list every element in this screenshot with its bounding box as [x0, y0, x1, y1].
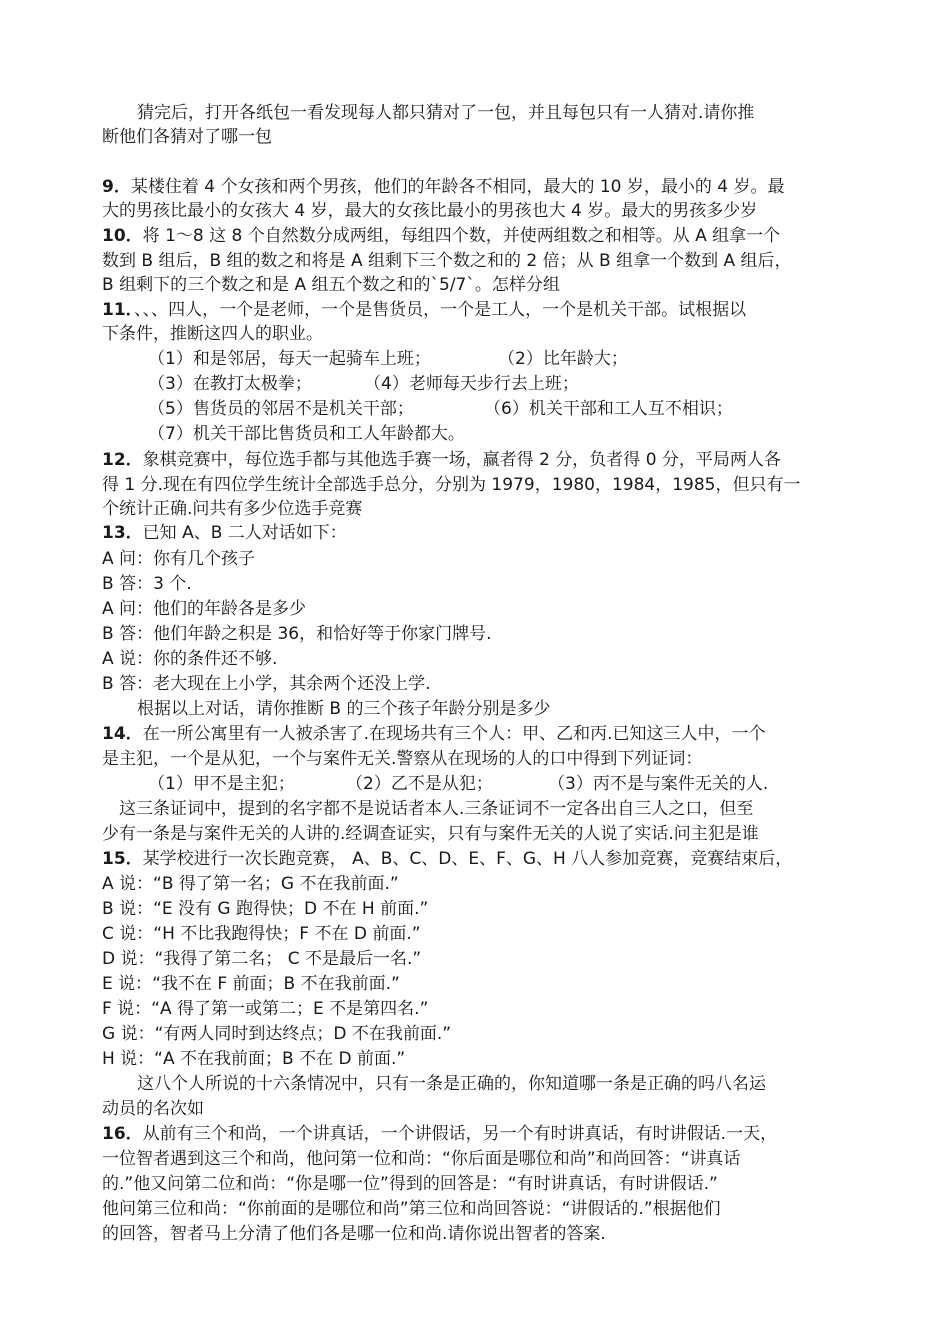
dialogue-line: B 答：老大现在上小学，其余两个还没上学.: [102, 674, 431, 694]
dialogue-line: B 答：他们年龄之积是 36，和恰好等于你家门牌号.: [102, 624, 492, 644]
problem-question: 这八个人所说的十六条情况中，只有一条是正确的，你知道哪一条是正确的吗八名运: [137, 1074, 766, 1094]
problem-16-line: 他问第三位和尚：“你前面的是哪位和尚”第三位和尚回答说：“讲假话的.”根据他们: [102, 1199, 721, 1219]
problem-12-line: [102, 448, 781, 472]
problem-10-line: [102, 224, 780, 248]
testimony-item: （1）甲不是主犯；: [148, 774, 295, 794]
condition-item: （3）在教打太极拳；: [148, 374, 312, 394]
problem-number: 10．: [102, 226, 143, 246]
problem-number: 11．: [102, 300, 135, 320]
problem-9-line: 大的男孩比最小的女孩大 4 岁，最大的女孩比最小的男孩也大 4 岁。最大的男孩多少岁: [102, 201, 758, 221]
problem-question: 根据以上对话，请你推断 B 的三个孩子年龄分别是多少: [137, 699, 551, 719]
dialogue-line: B 答：3 个.: [102, 574, 192, 594]
statement-line: G 说：“有两人同时到达终点；D 不在我前面.”: [102, 1024, 452, 1044]
problem-11-line: [102, 298, 746, 322]
statement-line: C 说：“H 不比我跑得快；F 不在 D 前面.”: [102, 924, 421, 944]
problem-16-line: 的.”他又问第二位和尚：“你是哪一位”得到的回答是：“有时讲真话，有时讲假话.”: [102, 1174, 718, 1194]
problem-number: 16．: [102, 1124, 143, 1144]
problem-16-line: [102, 1122, 777, 1146]
problem-14-line: 少有一条是与案件无关的人讲的.经调查证实，只有与案件无关的人说了实话.问主犯是谁: [102, 824, 759, 844]
dialogue-line: A 问：你有几个孩子: [102, 549, 256, 569]
problem-text: 、、、四人，一个是老师，一个是售货员，一个是工人，一个是机关干部。试根据以: [134, 300, 747, 320]
problem-16-line: 的回答，智者马上分清了他们各是哪一位和尚.请你说出智者的答案.: [102, 1224, 606, 1244]
condition-item: （1）和是邻居，每天一起骑车上班；: [148, 349, 431, 369]
intro-line: 断他们各猜对了哪一包: [102, 127, 272, 147]
problem-text: 从前有三个和尚，一个讲真话，一个讲假话，另一个有时讲真话，有时讲假话.一天，: [142, 1124, 778, 1144]
statement-line: D 说：“我得了第二名； C 不是最后一名.”: [102, 949, 422, 969]
statement-line: B 说：“E 没有 G 跑得快；D 不在 H 前面.”: [102, 899, 429, 919]
condition-item: （2）比年龄大；: [498, 349, 628, 369]
statement-line: H 说：“A 不在我前面；B 不在 D 前面.”: [102, 1049, 406, 1069]
condition-item: （4）老师每天步行去上班；: [364, 374, 579, 394]
problem-12-line: 得 1 分.现在有四位学生统计全部选手总分，分别为 1979，1980，1984，1985，但只有一: [102, 475, 801, 495]
problem-number: 13．: [102, 523, 143, 543]
problem-text: 将 1～8 这 8 个自然数分成两组，每组四个数，并使两组数之和相等。从 A 组拿一个: [142, 226, 781, 246]
problem-10-line: B 组剩下的三个数之和是 A 组五个数之和的`5/7`。怎样分组: [102, 275, 560, 295]
problem-10-line: 数到 B 组后，B 组的数之和将是 A 组剩下三个数之和的 2 倍；从 B 组拿一个数到 A 组后，: [102, 251, 792, 271]
problem-text: 象棋竞赛中，每位选手都与其他选手赛一场，赢者得 2 分，负者得 0 分，平局两人各: [142, 450, 781, 470]
problem-number: 12．: [102, 450, 143, 470]
problem-12-line: 个统计正确.问共有多少位选手竞赛: [102, 499, 363, 519]
testimony-item: （2）乙不是从犯；: [346, 774, 493, 794]
statement-line: A 说：“B 得了第一名；G 不在我前面.”: [102, 874, 399, 894]
problem-9-line: [102, 175, 785, 199]
problem-text: 在一所公寓里有一人被杀害了.在现场共有三个人：甲、乙和丙.已知这三人中，一个: [142, 724, 766, 744]
dialogue-line: A 问：他们的年龄各是多少: [102, 599, 307, 619]
problem-11-line: 下条件，推断这四人的职业。: [102, 324, 323, 344]
problem-number: 15．: [102, 849, 143, 869]
condition-item: （5）售货员的邻居不是机关干部；: [148, 399, 414, 419]
intro-line: 猜完后，打开各纸包一看发现每人都只猜对了一包，并且每包只有一人猜对.请你推: [137, 103, 755, 123]
problem-number: 9．: [102, 177, 131, 197]
problem-15-line: [102, 847, 792, 871]
problem-13-line: [102, 521, 347, 545]
statement-line: E 说：“我不在 F 前面；B 不在我前面.”: [102, 974, 400, 994]
problem-14-line: [102, 722, 765, 746]
problem-number: 14．: [102, 724, 143, 744]
problem-text: 某学校进行一次长跑竞赛， A、B、C、D、E、F、G、H 八人参加竞赛，竞赛结束后，: [142, 849, 793, 869]
problem-14-line: 是主犯，一个是从犯，一个与案件无关.警察从在现场的人的口中得到下列证词：: [102, 749, 703, 769]
problem-text: 已知 A、B 二人对话如下：: [142, 523, 347, 543]
statement-line: F 说：“A 得了第一或第二；E 不是第四名.”: [102, 999, 429, 1019]
problem-text: 某楼住着 4 个女孩和两个男孩，他们的年龄各不相同，最大的 10 岁，最小的 4 岁。最: [130, 177, 785, 197]
problem-14-line: 这三条证词中，提到的名字都不是说话者本人.三条证词不一定各出自三人之口，但至: [119, 799, 754, 819]
problem-16-line: 一位智者遇到这三个和尚，他问第一位和尚：“你后面是哪位和尚”和尚回答：“讲真话: [102, 1149, 741, 1169]
testimony-item: （3）丙不是与案件无关的人.: [548, 774, 769, 794]
dialogue-line: A 说：你的条件还不够.: [102, 649, 278, 669]
condition-item: （6）机关干部和工人互不相识；: [484, 399, 733, 419]
condition-item: （7）机关干部比售货员和工人年龄都大。: [148, 424, 465, 444]
problem-question: 动员的名次如: [102, 1099, 204, 1119]
